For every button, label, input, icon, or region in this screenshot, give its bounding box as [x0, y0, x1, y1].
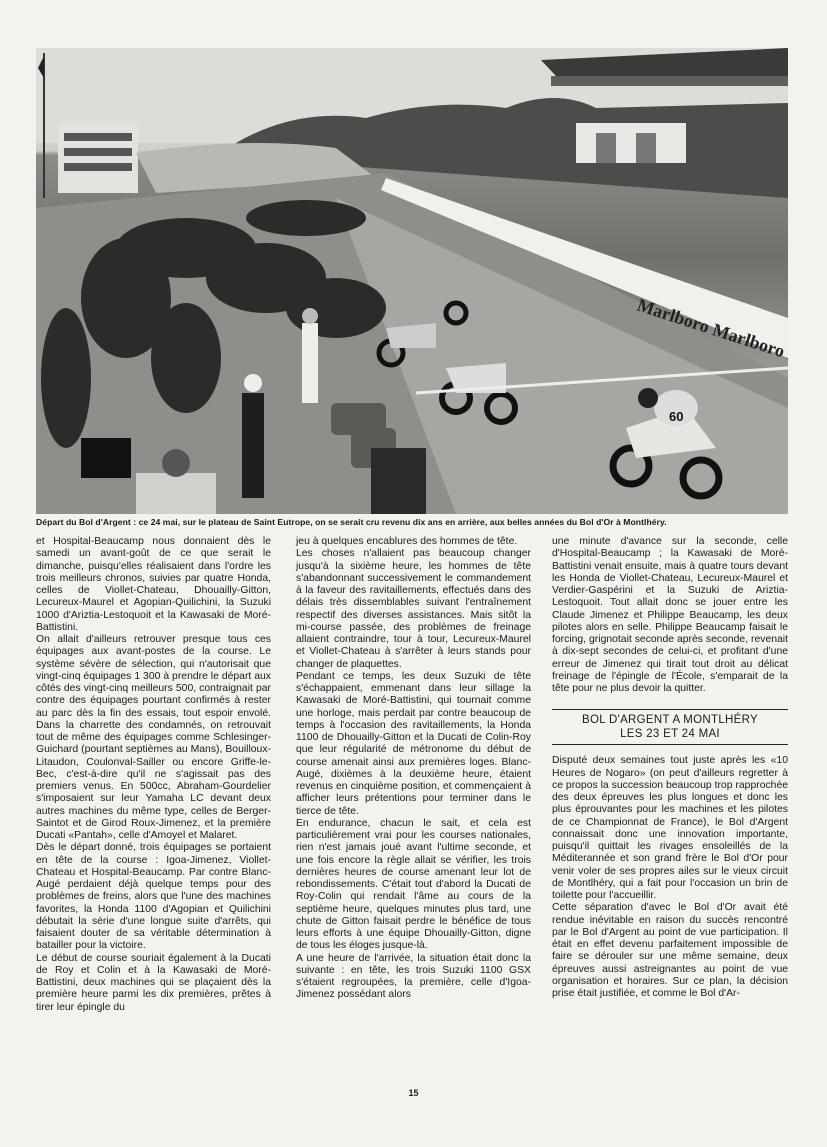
- photo-illustration: [36, 48, 788, 514]
- paragraph: On allait d'ailleurs retrouver presque tous ces équipages aux avant-postes de la course. Le système sévère de sélection, qui n'autorisait que vingt-cinq équipages 1 300 à prendre le départ aux côtés des vingt-cinq meilleurs 500, contraignait par contre des équipages pourtant confirmés à rester au parc dès la fin des essais, tout espoir envolé. Dans la charrette des condamnés, on retrouvait tout de même des équipages comme Schlesinger-Guichard (pourtant septièmes au Mans), Bouilloux-Litaudon, Coulonval-Sailler ou encore Griffe-le-Bec, c'est-à-dire qu'il ne s'agissait pas des premiers venus. En 500cc, Abraham-Gourdelier s'imposaient sur leur Yamaha LC devant deux autres machines du même type, celles de Berger-Saintot et de Girod Roux-Jimenez, et la première Ducati «Pantah», celle d'Amoyel et Malaret.: [36, 634, 271, 841]
- race-start-photo: [36, 48, 788, 514]
- paragraph: Disputé deux semaines tout juste après les «10 Heures de Nogaro» (on peut d'ailleurs regretter à ce propos la succession beaucoup trop rapprochée des deux épreuves les plus longues et donc les plus éprouvantes pour les machines et les pilotes de ce Championnat de France), le Bol d'Argent connaissait donc une innovation importante, puisqu'il quittait les rivages ensoleillés de la Méditerannée et son grand frère le Bol d'Or pour venir voler de ses propres ailes sur le vieux circuit de Montlhéry, qui a fait pour l'occasion un brin de toilette pour l'accueillir.: [552, 755, 788, 901]
- paragraph: Pendant ce temps, les deux Suzuki de tête s'échappaient, emmenant dans leur sillage la Kawasaki de Moré-Battistini, qui tournait comme une horloge, mais perdait par contre beaucoup de temps à l'occasion des ravitaillements, la Honda 1100 de Dhouailly-Gitton et la Ducati de Colin-Roy que leur régularité de métronome du début de course amenait ainsi aux premières loges. Blanc-Augé, dixièmes à la deuxième heure, étaient revenus en cinquième position, et commençaient à afficher leurs prétentions pour terminer dans le tierce de tête.: [296, 670, 531, 817]
- paragraph: A une heure de l'arrivée, la situation était donc la suivante : en tête, les trois Suzuki 1100 GSX s'étaient regroupées, la première, celle d'Igoa-Jimenez possédant alors: [296, 952, 531, 1001]
- page-number: 15: [408, 1088, 419, 1098]
- article-column-2: [296, 536, 531, 1002]
- paragraph: et Hospital-Beaucamp nous donnaient dès le samedi un avant-goût de ce que serait le dimanche, puisqu'elles réalisaient dans l'ordre les trois meilleurs chronos, suivies par quatre Honda, celles de Viollet-Chateau, Dhouailly-Gitton, Lecureux-Maurel et Agopian-Quilichini, la Suzuki 1000 d'Ariztia-Lestoquoit et la Kawasaki de Moré-Battistini.: [36, 536, 271, 633]
- paragraph: Le début de course souriait également à la Ducati de Roy et Colin et à la Kawasaki de Moré-Battistini, deux machines qui se plaçaient dès la première heure parmi les dix premières, prêtes à tirer leur épingle du: [36, 952, 271, 1013]
- photo-caption: Départ du Bol d'Argent : ce 24 mai, sur le plateau de Saint Eutrope, on se serait cru revenu dix ans en arrière, aux belles années du Bol d'Or à Montlhéry.: [36, 517, 667, 527]
- section-heading-box: [552, 709, 788, 745]
- paragraph: Les choses n'allaient pas beaucoup changer jusqu'à la sixième heure, les hommes de tête s'abandonnant successivement le commandement à la faveur des ravitaillements, effectués dans des délais très dissemblables suivant l'entraînement respectif des diverses assistances. Mais sitôt la mi-course passée, des problèmes de freinage allaient contraindre, tour à tour, Lecureux-Maurel et Viollet-Chateau à s'arrêter à leurs stands pour changer de plaquettes.: [296, 548, 531, 670]
- paragraph: jeu à quelques encablures des hommes de tête.: [296, 536, 518, 547]
- section-heading-line-2: LES 23 ET 24 MAI: [620, 728, 720, 741]
- svg-text:60: 60: [669, 409, 684, 424]
- paragraph: une minute d'avance sur la seconde, celle d'Hospital-Beaucamp ; la Kawasaki de Moré-Battistini venait ensuite, mais à quatre tours devant les Honda de Viollet-Chateau, Lecureux-Maurel et Verdier-Gaspérini et la Suzuki de Ariztia-Lestoquoit. Tout allait donc se jouer entre les Claude Jimenez et Philippe Beaucamp, les deux pilotes alors en selle. Philippe Beaucamp faisait le forcing, grignotait seconde après seconde, revenait à dix-sept secondes de celui-ci, et profitant d'une erreur de Jimenez qui tirait tout droit au délicat freinage de l'épingle de l'École, s'emparait de la tête pour ne plus devoir la quitter.: [552, 536, 788, 694]
- paragraph: Dès le départ donné, trois équipages se portaient en tête de la course : Igoa-Jimenez, Viollet-Chateau et Hospital-Beaucamp. Par contre Blanc-Augé perdaient déjà quelque temps pour des problèmes de freins, alors que l'une des machines favorites, la Honda 1100 d'Agopian et Quilichini débutait la série d'une longue suite d'arrêts, qui faisaient douter de sa véritable détermination à batailler pour la victoire.: [36, 842, 271, 952]
- article-column-3: [552, 536, 788, 1000]
- paragraph: En endurance, chacun le sait, et cela est particulièrement vrai pour les courses nationales, rien n'est jamais joué avant l'ultime seconde, et une fois encore la règle allait se vérifier, les trois dernières heures de course amenant leur lot de rebondissements. C'était tout d'abord la Ducati de Roy-Colin qui rendait l'âme au cours de la septième heure, quelques minutes plus tard, une chute de Gitton faisait perdre le bénéfice de tous leurs efforts à une équipe Dhouailly-Gitton, digne de tous les éloges jusque-là.: [296, 817, 531, 952]
- section-heading-line-1: BOL D'ARGENT A MONTLHÉRY: [582, 714, 758, 727]
- article-column-1: [36, 536, 271, 1014]
- paragraph: Cette séparation d'avec le Bol d'Or avait été rendue inévitable en raison du succès rencontré par le Bol d'Argent au point de vue participation. Il était en effet devenu parfaitement impossible de faire se dérouler sur une même semaine, deux épreuves aussi astreignantes au point de vue organisation et horaires. Sur ce plan, la décision prise était justifiée, et comme le Bol d'Ar-: [552, 902, 788, 999]
